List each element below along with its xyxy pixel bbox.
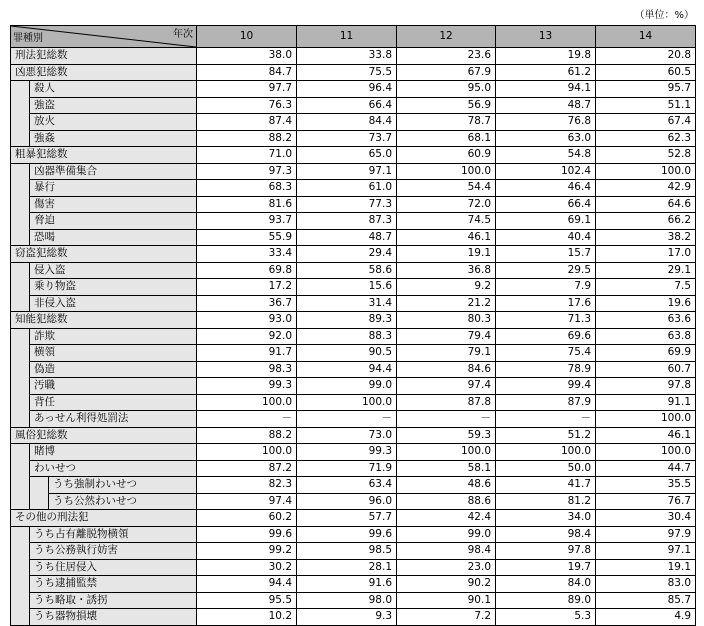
indent-cell <box>11 592 30 609</box>
indent-cell <box>11 460 30 477</box>
value-cell: 78.7 <box>397 114 496 131</box>
row-label: 放火 <box>30 114 197 131</box>
value-cell: 17.2 <box>197 279 297 296</box>
value-cell: 29.5 <box>496 262 596 279</box>
value-cell: 98.0 <box>297 592 397 609</box>
value-cell: 85.7 <box>596 592 696 609</box>
value-cell: 46.1 <box>397 229 496 246</box>
value-cell: 46.4 <box>496 180 596 197</box>
value-cell: 81.6 <box>197 196 297 213</box>
value-cell: 84.6 <box>397 361 496 378</box>
value-cell: 35.5 <box>596 477 696 494</box>
indent-cell <box>11 526 30 543</box>
value-cell: 50.0 <box>496 460 596 477</box>
indent-cell <box>11 559 30 576</box>
value-cell: 15.6 <box>297 279 397 296</box>
value-cell: 80.3 <box>397 312 496 329</box>
table-row <box>11 493 696 510</box>
value-cell: 99.4 <box>496 378 596 395</box>
value-cell: 93.0 <box>197 312 297 329</box>
year-header: 10 <box>197 26 297 48</box>
indent-cell <box>11 378 30 395</box>
table-row <box>11 477 696 494</box>
value-cell: 30.2 <box>197 559 297 576</box>
value-cell: 19.8 <box>496 48 596 65</box>
table-row <box>11 427 696 444</box>
value-cell: 88.6 <box>397 493 496 510</box>
value-cell: 71.0 <box>197 147 297 164</box>
row-label: 知能犯総数 <box>11 312 197 329</box>
table-row <box>11 147 696 164</box>
indent-cell <box>11 477 30 494</box>
table-row <box>11 48 696 65</box>
table-row <box>11 609 696 626</box>
value-cell: 48.6 <box>397 477 496 494</box>
value-cell: 96.4 <box>297 81 397 98</box>
value-cell: 94.1 <box>496 81 596 98</box>
indent-cell <box>11 262 30 279</box>
value-cell: 19.1 <box>596 559 696 576</box>
value-cell: 7.2 <box>397 609 496 626</box>
value-cell: 42.9 <box>596 180 696 197</box>
value-cell: 91.1 <box>596 394 696 411</box>
value-cell: 100.0 <box>397 163 496 180</box>
value-cell: 63.4 <box>297 477 397 494</box>
value-cell: 62.3 <box>596 130 696 147</box>
row-label: 傷害 <box>30 196 197 213</box>
value-cell: 74.5 <box>397 213 496 230</box>
indent-cell <box>11 130 30 147</box>
value-cell: － <box>397 411 496 428</box>
value-cell: 5.3 <box>496 609 596 626</box>
value-cell: 69.8 <box>197 262 297 279</box>
value-cell: 99.2 <box>197 543 297 560</box>
value-cell: 15.7 <box>496 246 596 263</box>
value-cell: 97.4 <box>197 493 297 510</box>
row-label: 凶悪犯総数 <box>11 64 197 81</box>
year-header: 12 <box>397 26 496 48</box>
table-row <box>11 64 696 81</box>
value-cell: 10.2 <box>197 609 297 626</box>
indent-cell <box>11 493 30 510</box>
unit-label: （単位：%） <box>634 10 694 21</box>
value-cell: 92.0 <box>197 328 297 345</box>
value-cell: 95.7 <box>596 81 696 98</box>
value-cell: 60.5 <box>596 64 696 81</box>
row-label: 強盗 <box>30 97 197 114</box>
value-cell: 66.2 <box>596 213 696 230</box>
row-label: 非侵入盗 <box>30 295 197 312</box>
row-label: 凶器準備集合 <box>30 163 197 180</box>
table-row <box>11 559 696 576</box>
indent-cell <box>11 411 30 428</box>
value-cell: 58.1 <box>397 460 496 477</box>
table-row <box>11 114 696 131</box>
indent-cell <box>11 295 30 312</box>
value-cell: 84.0 <box>496 576 596 593</box>
value-cell: 98.5 <box>297 543 397 560</box>
row-label: 乗り物盗 <box>30 279 197 296</box>
value-cell: 61.2 <box>496 64 596 81</box>
value-cell: 100.0 <box>596 444 696 461</box>
value-cell: 20.8 <box>596 48 696 65</box>
value-cell: 67.9 <box>397 64 496 81</box>
value-cell: 99.6 <box>197 526 297 543</box>
value-cell: 91.7 <box>197 345 297 362</box>
table-row <box>11 526 696 543</box>
table-row <box>11 444 696 461</box>
row-label: あっせん利得処罰法 <box>30 411 197 428</box>
value-cell: 96.0 <box>297 493 397 510</box>
row-label: 賭博 <box>30 444 197 461</box>
row-label: うち住居侵入 <box>30 559 197 576</box>
value-cell: 33.8 <box>297 48 397 65</box>
value-cell: 71.3 <box>496 312 596 329</box>
value-cell: 99.3 <box>297 444 397 461</box>
value-cell: 97.1 <box>596 543 696 560</box>
indent-cell <box>11 609 30 626</box>
table-row <box>11 510 696 527</box>
value-cell: 97.1 <box>297 163 397 180</box>
value-cell: 4.9 <box>596 609 696 626</box>
indent-cell <box>11 229 30 246</box>
value-cell: 99.0 <box>297 378 397 395</box>
table-row <box>11 592 696 609</box>
indent-cell <box>11 81 30 98</box>
year-header: 11 <box>297 26 397 48</box>
value-cell: 19.6 <box>596 295 696 312</box>
row-label: 背任 <box>30 394 197 411</box>
value-cell: 63.6 <box>596 312 696 329</box>
category-axis-label: 罪種別 <box>13 32 43 44</box>
row-label: うち占有離脱物横領 <box>30 526 197 543</box>
value-cell: 78.9 <box>496 361 596 378</box>
indent-cell <box>11 114 30 131</box>
value-cell: 28.1 <box>297 559 397 576</box>
row-label: 偽造 <box>30 361 197 378</box>
value-cell: 89.3 <box>297 312 397 329</box>
row-label: うち器物損壊 <box>30 609 197 626</box>
value-cell: 87.4 <box>197 114 297 131</box>
value-cell: 65.0 <box>297 147 397 164</box>
value-cell: 84.4 <box>297 114 397 131</box>
value-cell: 51.2 <box>496 427 596 444</box>
value-cell: 99.3 <box>197 378 297 395</box>
value-cell: 83.0 <box>596 576 696 593</box>
value-cell: 98.3 <box>197 361 297 378</box>
row-label: 汚職 <box>30 378 197 395</box>
value-cell: 23.0 <box>397 559 496 576</box>
value-cell: 76.8 <box>496 114 596 131</box>
row-label: 詐欺 <box>30 328 197 345</box>
value-cell: 94.4 <box>297 361 397 378</box>
value-cell: 19.1 <box>397 246 496 263</box>
value-cell: 56.9 <box>397 97 496 114</box>
year-header: 13 <box>496 26 596 48</box>
indent-cell <box>11 180 30 197</box>
table-row <box>11 279 696 296</box>
value-cell: 102.4 <box>496 163 596 180</box>
row-label: うち公然わいせつ <box>49 493 197 510</box>
value-cell: 79.1 <box>397 345 496 362</box>
value-cell: 98.4 <box>496 526 596 543</box>
value-cell: 48.7 <box>496 97 596 114</box>
value-cell: 84.7 <box>197 64 297 81</box>
value-cell: 71.9 <box>297 460 397 477</box>
value-cell: 48.7 <box>297 229 397 246</box>
value-cell: 88.2 <box>197 130 297 147</box>
value-cell: 66.4 <box>496 196 596 213</box>
year-axis-label: 年次 <box>173 29 194 40</box>
value-cell: 59.3 <box>397 427 496 444</box>
value-cell: 9.3 <box>297 609 397 626</box>
header-row <box>11 26 696 48</box>
value-cell: 100.0 <box>297 394 397 411</box>
table-row <box>11 460 696 477</box>
value-cell: 51.1 <box>596 97 696 114</box>
value-cell: 97.4 <box>397 378 496 395</box>
value-cell: － <box>297 411 397 428</box>
row-label: うち公務執行妨害 <box>30 543 197 560</box>
value-cell: 90.1 <box>397 592 496 609</box>
table-row <box>11 262 696 279</box>
table-row <box>11 196 696 213</box>
value-cell: 68.3 <box>197 180 297 197</box>
value-cell: 55.9 <box>197 229 297 246</box>
value-cell: 63.8 <box>596 328 696 345</box>
indent-cell <box>11 97 30 114</box>
value-cell: － <box>496 411 596 428</box>
value-cell: 31.4 <box>297 295 397 312</box>
value-cell: 93.7 <box>197 213 297 230</box>
indent-cell <box>11 345 30 362</box>
value-cell: 34.0 <box>496 510 596 527</box>
value-cell: 100.0 <box>596 163 696 180</box>
value-cell: 100.0 <box>397 444 496 461</box>
value-cell: 17.6 <box>496 295 596 312</box>
value-cell: 29.1 <box>596 262 696 279</box>
table-row <box>11 345 696 362</box>
value-cell: 87.2 <box>197 460 297 477</box>
row-label: わいせつ <box>30 460 197 477</box>
table-row <box>11 543 696 560</box>
value-cell: 95.0 <box>397 81 496 98</box>
year-header: 14 <box>596 26 696 48</box>
value-cell: 90.5 <box>297 345 397 362</box>
indent-cell <box>11 543 30 560</box>
value-cell: 97.8 <box>496 543 596 560</box>
value-cell: 100.0 <box>197 394 297 411</box>
value-cell: 57.7 <box>297 510 397 527</box>
table-row <box>11 295 696 312</box>
value-cell: 23.6 <box>397 48 496 65</box>
value-cell: 100.0 <box>596 411 696 428</box>
value-cell: 75.4 <box>496 345 596 362</box>
value-cell: 58.6 <box>297 262 397 279</box>
row-label: 刑法犯総数 <box>11 48 197 65</box>
table-row <box>11 213 696 230</box>
value-cell: 21.2 <box>397 295 496 312</box>
value-cell: 73.7 <box>297 130 397 147</box>
value-cell: 60.7 <box>596 361 696 378</box>
value-cell: 97.3 <box>197 163 297 180</box>
value-cell: 54.8 <box>496 147 596 164</box>
value-cell: 7.5 <box>596 279 696 296</box>
row-label: 粗暴犯総数 <box>11 147 197 164</box>
value-cell: 40.4 <box>496 229 596 246</box>
row-label: うち強制わいせつ <box>49 477 197 494</box>
value-cell: 99.0 <box>397 526 496 543</box>
value-cell: 46.1 <box>596 427 696 444</box>
value-cell: 87.8 <box>397 394 496 411</box>
indent-cell <box>11 213 30 230</box>
row-label: 横領 <box>30 345 197 362</box>
value-cell: 19.7 <box>496 559 596 576</box>
indent-cell <box>11 196 30 213</box>
value-cell: 54.4 <box>397 180 496 197</box>
value-cell: 33.4 <box>197 246 297 263</box>
value-cell: 52.8 <box>596 147 696 164</box>
indent-cell <box>11 279 30 296</box>
value-cell: 90.2 <box>397 576 496 593</box>
indent-cell <box>11 328 30 345</box>
value-cell: － <box>197 411 297 428</box>
clearance-rate-table <box>10 25 696 626</box>
value-cell: 38.0 <box>197 48 297 65</box>
value-cell: 67.4 <box>596 114 696 131</box>
value-cell: 95.5 <box>197 592 297 609</box>
value-cell: 100.0 <box>496 444 596 461</box>
corner-header <box>11 26 197 48</box>
row-label: 脅迫 <box>30 213 197 230</box>
value-cell: 73.0 <box>297 427 397 444</box>
value-cell: 75.5 <box>297 64 397 81</box>
value-cell: 36.8 <box>397 262 496 279</box>
value-cell: 64.6 <box>596 196 696 213</box>
indent-cell <box>11 576 30 593</box>
row-label: 侵入盗 <box>30 262 197 279</box>
indent-cell <box>11 163 30 180</box>
value-cell: 76.3 <box>197 97 297 114</box>
table-row <box>11 130 696 147</box>
indent-cell <box>11 361 30 378</box>
value-cell: 30.4 <box>596 510 696 527</box>
value-cell: 60.2 <box>197 510 297 527</box>
row-label: 強姦 <box>30 130 197 147</box>
value-cell: 69.1 <box>496 213 596 230</box>
value-cell: 88.3 <box>297 328 397 345</box>
value-cell: 88.2 <box>197 427 297 444</box>
table-row <box>11 180 696 197</box>
value-cell: 94.4 <box>197 576 297 593</box>
value-cell: 68.1 <box>397 130 496 147</box>
value-cell: 36.7 <box>197 295 297 312</box>
table-row <box>11 328 696 345</box>
indent-cell <box>11 394 30 411</box>
value-cell: 7.9 <box>496 279 596 296</box>
indent-cell <box>11 444 30 461</box>
value-cell: 76.7 <box>596 493 696 510</box>
value-cell: 42.4 <box>397 510 496 527</box>
value-cell: 69.6 <box>496 328 596 345</box>
value-cell: 97.7 <box>197 81 297 98</box>
row-label: うち逮捕監禁 <box>30 576 197 593</box>
value-cell: 17.0 <box>596 246 696 263</box>
value-cell: 87.9 <box>496 394 596 411</box>
value-cell: 44.7 <box>596 460 696 477</box>
table-row <box>11 246 696 263</box>
row-label: その他の刑法犯 <box>11 510 197 527</box>
value-cell: 41.7 <box>496 477 596 494</box>
table-row <box>11 163 696 180</box>
value-cell: 81.2 <box>496 493 596 510</box>
value-cell: 87.3 <box>297 213 397 230</box>
row-label: うち略取・誘拐 <box>30 592 197 609</box>
table-row <box>11 229 696 246</box>
table-row <box>11 378 696 395</box>
row-label: 暴行 <box>30 180 197 197</box>
row-label: 窃盗犯総数 <box>11 246 197 263</box>
value-cell: 91.6 <box>297 576 397 593</box>
value-cell: 99.6 <box>297 526 397 543</box>
value-cell: 97.9 <box>596 526 696 543</box>
value-cell: 61.0 <box>297 180 397 197</box>
value-cell: 77.3 <box>297 196 397 213</box>
table-row <box>11 361 696 378</box>
value-cell: 100.0 <box>197 444 297 461</box>
value-cell: 97.8 <box>596 378 696 395</box>
table-row <box>11 411 696 428</box>
value-cell: 29.4 <box>297 246 397 263</box>
value-cell: 60.9 <box>397 147 496 164</box>
row-label: 風俗犯総数 <box>11 427 197 444</box>
value-cell: 69.9 <box>596 345 696 362</box>
table-row <box>11 97 696 114</box>
indent-cell <box>30 493 49 510</box>
table-row <box>11 312 696 329</box>
value-cell: 79.4 <box>397 328 496 345</box>
indent-cell <box>30 477 49 494</box>
value-cell: 63.0 <box>496 130 596 147</box>
value-cell: 66.4 <box>297 97 397 114</box>
table-row <box>11 81 696 98</box>
value-cell: 9.2 <box>397 279 496 296</box>
row-label: 恐喝 <box>30 229 197 246</box>
value-cell: 98.4 <box>397 543 496 560</box>
value-cell: 89.0 <box>496 592 596 609</box>
table-row <box>11 576 696 593</box>
value-cell: 38.2 <box>596 229 696 246</box>
value-cell: 82.3 <box>197 477 297 494</box>
value-cell: 72.0 <box>397 196 496 213</box>
table-row <box>11 394 696 411</box>
row-label: 殺人 <box>30 81 197 98</box>
